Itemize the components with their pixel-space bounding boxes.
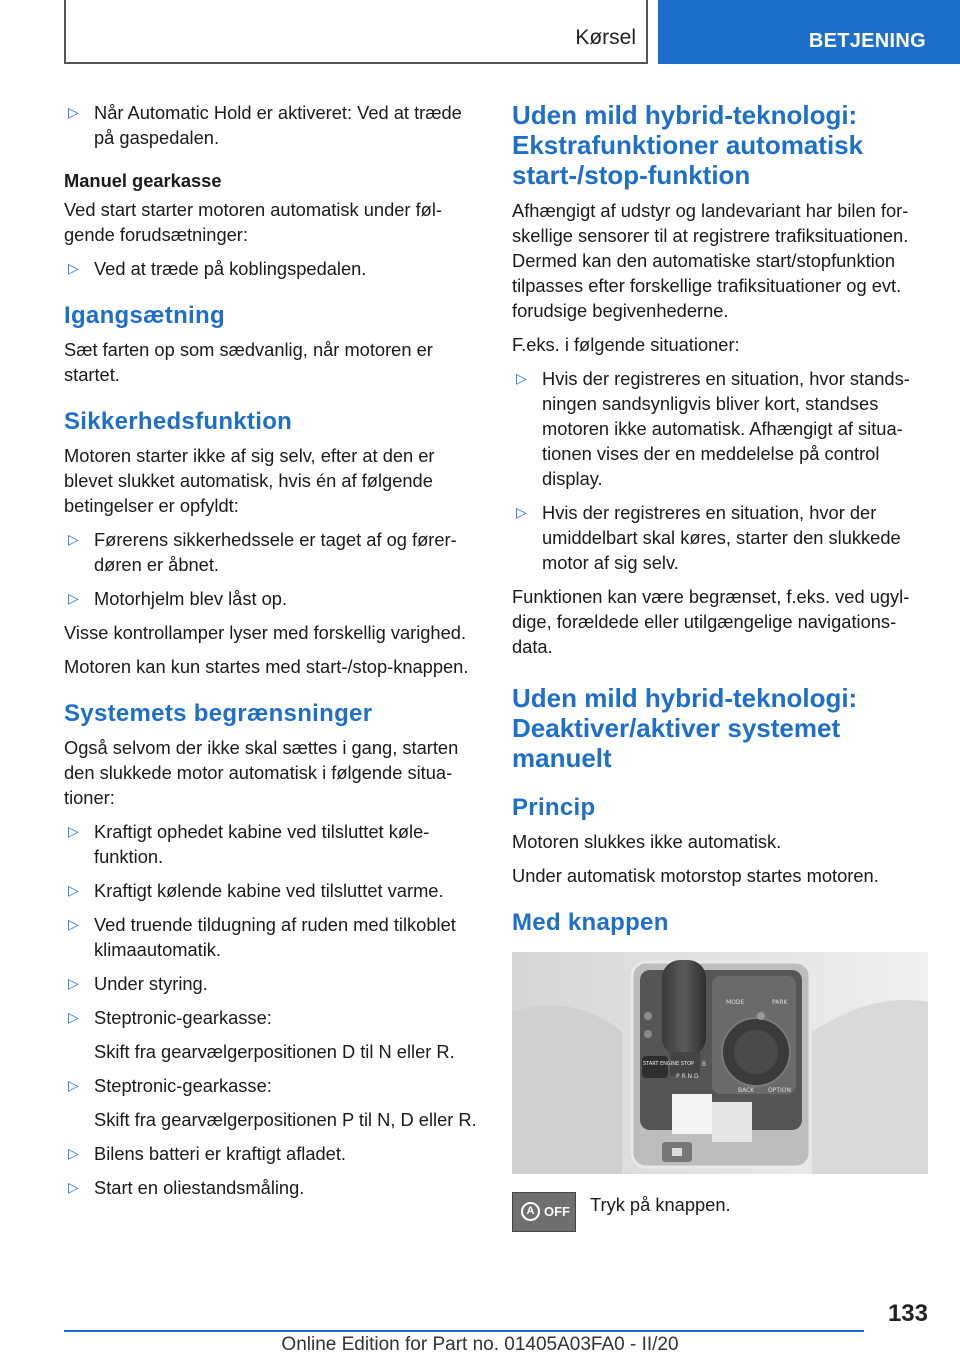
igang-heading: Igangsætning (64, 302, 225, 329)
triangle-bullet-icon: ▷ (68, 590, 79, 606)
center-console-photo (512, 952, 928, 1174)
list-item: ▷ Steptronic-gearkasse: Skift fra gearvælgerpositionen P til N, D eller R. (64, 1073, 484, 1132)
ring-icon: A (521, 1202, 540, 1221)
triangle-bullet-icon: ▷ (68, 823, 79, 839)
extra-functions-heading: Uden mild hybrid-teknologi: Ekstrafunktioner automatisk start-/stop-funktion (512, 100, 864, 190)
list-item: ▷ Når Automatic Hold er aktiveret: Ved at træde på gaspedalen. (68, 102, 462, 148)
list-subtext: Skift fra gearvælgerpositionen D til N eller R. (94, 1041, 455, 1062)
list-item: ▷ Førerens sikkerhedssele er taget af og førerdøren er åbnet. (68, 529, 457, 575)
triangle-bullet-icon: ▷ (516, 370, 527, 386)
hold-list (64, 100, 484, 150)
list-item: ▷ Ved truende tildugning af ruden med tilkoblet klimaautomatik. (68, 914, 456, 960)
mode-label: MODE (726, 999, 745, 1006)
extra-list (512, 366, 928, 575)
igang-text: Sæt farten op som sædvanlig, når motoren er startet. (64, 339, 433, 385)
list-item: ▷ Steptronic-gearkasse: Skift fra gearvælgerpositionen D til N eller R. (64, 1005, 484, 1064)
knap-heading: Med knappen (512, 909, 669, 936)
gear-labels: P R N D (676, 1073, 699, 1080)
press-button-text: Tryk på knappen. (590, 1194, 731, 1215)
list-item: ▷ Under styring. (68, 973, 208, 994)
princip-text-1: Motoren slukkes ikke automatisk. (512, 831, 782, 852)
list-item: ▷ Kraftigt ophedet kabine ved tilsluttet kølefunktion. (68, 821, 430, 867)
sik-heading: Sikkerhedsfunktion (64, 408, 293, 435)
extra-text-2: F.eks. i følgende situationer: (512, 334, 740, 355)
list-item: ▷ Hvis der registreres en situation, hvor der umiddelbart skal køres, starter den slukkede motor af sig selv. (516, 502, 901, 573)
triangle-bullet-icon: ▷ (68, 260, 79, 276)
triangle-bullet-icon: ▷ (68, 916, 79, 932)
triangle-bullet-icon: ▷ (516, 504, 527, 520)
sik-text-3: Motoren kan kun startes med start-/stop-knappen. (64, 656, 469, 677)
triangle-bullet-icon: ▷ (68, 1009, 79, 1025)
princip-text-2: Under automatisk motorstop startes motoren. (512, 865, 879, 886)
triangle-bullet-icon: ▷ (68, 882, 79, 898)
header-section: Kørsel (575, 26, 636, 49)
left-column (64, 100, 484, 1209)
extra-text-1: Afhængigt af udstyr og landevariant har bilen forskellige sensorer til at registrere trafiksituationen. Dermed kan den automatiske start/stopfunktion tilpasses efter forskellige trafiksituationer og evt. forudsige begivenhederne. (512, 200, 909, 321)
princip-heading: Princip (512, 794, 596, 821)
auto-start-stop-off-icon (512, 1192, 576, 1232)
list-item: ▷ Start en oliestandsmåling. (68, 1177, 305, 1198)
list-subtext: Skift fra gearvælgerpositionen P til N, D eller R. (94, 1109, 477, 1130)
list-item: ▷ Hvis der registreres en situation, hvor standsningen sandsynligvis bliver kort, standses motoren ikke automatisk. Afhængigt af situationen vises der en meddelelse på control display. (516, 368, 910, 489)
deactivate-heading: Uden mild hybrid-teknologi: Deaktiver/aktiver systemet manuelt (512, 683, 858, 773)
extra-text-3: Funktionen kan være begrænset, f.eks. ved ugyldige, forældede eller utilgængelige navigationsdata. (512, 586, 910, 657)
header-frame (64, 0, 648, 64)
footer-edition: Online Edition for Part no. 01405A03FA0 - II/20 (281, 1334, 679, 1355)
sys-text: Også selvom der ikke skal sættes i gang, starten den slukkede motor automatisk i følgende situationer: (64, 737, 459, 808)
triangle-bullet-icon: ▷ (68, 1077, 79, 1093)
triangle-bullet-icon: ▷ (68, 531, 79, 547)
triangle-bullet-icon: ▷ (68, 1179, 79, 1195)
sys-heading: Systemets begrænsninger (64, 700, 373, 727)
header-chapter: BETJENING (658, 0, 960, 64)
triangle-bullet-icon: ▷ (68, 104, 79, 120)
sik-text-2: Visse kontrollamper lyser med forskellig varighed. (64, 622, 467, 643)
back-label: BACK (738, 1087, 755, 1094)
manual-heading: Manuel gearkasse (64, 170, 222, 191)
manual-list (64, 256, 484, 281)
triangle-bullet-icon: ▷ (68, 1145, 79, 1161)
b-label: B (702, 1061, 707, 1068)
park-label: PARK (772, 999, 788, 1006)
footer-divider (64, 1330, 864, 1332)
console-illustration (512, 952, 928, 1174)
option-label: OPTION (768, 1087, 791, 1094)
triangle-bullet-icon: ▷ (68, 975, 79, 991)
sik-list (64, 527, 484, 611)
page-number: 133 (887, 1300, 928, 1327)
list-item: ▷ Motorhjelm blev låst op. (68, 588, 288, 609)
sys-list (64, 819, 484, 1200)
manual-text: Ved start starter motoren automatisk under følgende forudsætninger: (64, 199, 442, 245)
list-item: ▷ Ved at træde på koblingspedalen. (68, 258, 367, 279)
start-stop-label: START ENGINE STOP (643, 1061, 694, 1067)
auto-start-stop-button-row (512, 1192, 928, 1236)
off-label: OFF (544, 1204, 570, 1219)
right-column (512, 100, 928, 1236)
list-item: ▷ Kraftigt kølende kabine ved tilsluttet varme. (68, 880, 444, 901)
list-item: ▷ Bilens batteri er kraftigt afladet. (68, 1143, 347, 1164)
sik-text: Motoren starter ikke af sig selv, efter at den er blevet slukket automatisk, hvis én af følgende betingelser er opfyldt: (64, 445, 435, 516)
